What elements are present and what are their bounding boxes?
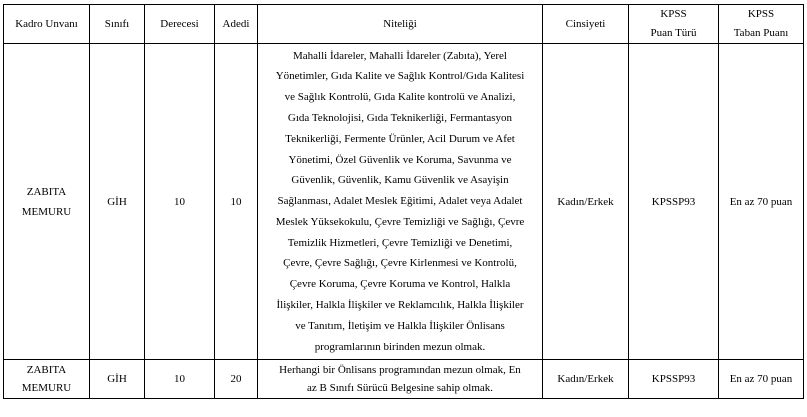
niteligi-line: Mahalli İdareler, Mahalli İdareler (Zabıta), Yerel bbox=[293, 49, 507, 62]
niteligi-line: Yönetimler, Gıda Kalite ve Sağlık Kontrol/Gıda Kalitesi bbox=[275, 70, 525, 83]
header-kpss-puan-turu-line2: Puan Türü bbox=[650, 27, 697, 39]
header-kpss-taban-puani-line2: Taban Puanı bbox=[733, 27, 789, 39]
header-adedi: Adedi bbox=[215, 5, 258, 44]
niteligi-line: az B Sınıfı Sürücü Belgesine sahip olmak. bbox=[306, 382, 494, 394]
cell-sinifi: GİH bbox=[90, 44, 145, 360]
header-sinifi: Sınıfı bbox=[90, 5, 145, 44]
niteligi-line: Sağlanması, Adalet Meslek Eğitimi, Adalet veya Adalet bbox=[277, 195, 523, 208]
niteligi-line: Çevre Koruma, Çevre Koruma ve Kontrol, Halkla bbox=[289, 278, 511, 291]
cell-cinsiyeti: Kadın/Erkek bbox=[543, 360, 629, 399]
cell-kpss-puan-turu: KPSSP93 bbox=[629, 360, 719, 399]
niteligi-line: Yönetimi, Özel Güvenlik ve Koruma, Savunma ve bbox=[288, 153, 512, 166]
table-row bbox=[4, 44, 804, 360]
niteligi-line: Teknikerliği, Fermente Ürünler, Acil Durum ve Afet bbox=[285, 132, 515, 145]
header-kpss-puan-turu-line1: KPSS bbox=[660, 8, 687, 20]
niteligi-line: Çevre, Çevre Sağlığı, Çevre Kirlenmesi ve Kontrolü, bbox=[283, 257, 517, 270]
niteligi-line: ve Sağlık Kontrolü, Gıda Kalite kontrolü ve Analizi, bbox=[284, 91, 516, 104]
cell-kpss-taban-puani: En az 70 puan bbox=[719, 360, 804, 399]
cell-adedi: 10 bbox=[215, 44, 258, 360]
cell-derecesi: 10 bbox=[145, 44, 215, 360]
kadro-unvani-line2: MEMURU bbox=[21, 382, 72, 394]
header-kadro-unvani: Kadro Unvanı bbox=[4, 5, 90, 44]
cell-cinsiyeti: Kadın/Erkek bbox=[543, 44, 629, 360]
header-row bbox=[4, 5, 804, 44]
niteligi-line: Gıda Teknolojisi, Gıda Teknikerliği, Fermantasyon bbox=[287, 111, 513, 124]
table-row bbox=[4, 360, 804, 399]
niteligi-line: Herhangi bir Önlisans programından mezun olmak, En bbox=[279, 364, 521, 376]
cell-adedi: 20 bbox=[215, 360, 258, 399]
header-kpss-puan-turu bbox=[629, 5, 719, 44]
cell-kpss-puan-turu: KPSSP93 bbox=[629, 44, 719, 360]
cell-kadro-unvani bbox=[4, 360, 90, 399]
header-niteligi: Niteliği bbox=[258, 5, 543, 44]
niteligi-line: Temizlik Hizmetleri, Çevre Temizliği ve Denetimi, bbox=[287, 236, 513, 249]
niteligi-line: Meslek Yüksekokulu, Çevre Temizliği ve Sağlığı, Çevre bbox=[275, 215, 525, 228]
kadro-table bbox=[3, 4, 804, 399]
cell-sinifi: GİH bbox=[90, 360, 145, 399]
kadro-unvani-line2: MEMURU bbox=[21, 205, 72, 218]
kadro-unvani-line1: ZABITA bbox=[26, 185, 67, 198]
niteligi-line: programlarının birinden mezun olmak. bbox=[314, 340, 486, 353]
header-kpss-taban-puani-line1: KPSS bbox=[747, 8, 775, 20]
cell-niteligi bbox=[258, 360, 543, 399]
cell-kadro-unvani bbox=[4, 44, 90, 360]
kadro-unvani-line1: ZABITA bbox=[26, 364, 67, 376]
header-derecesi: Derecesi bbox=[145, 5, 215, 44]
niteligi-line: İlişkiler, Halkla İlişkiler ve Reklamcılık, Halkla İlişkiler bbox=[276, 299, 524, 312]
header-cinsiyeti: Cinsiyeti bbox=[543, 5, 629, 44]
cell-kpss-taban-puani: En az 70 puan bbox=[719, 44, 804, 360]
niteligi-line: Güvenlik, Güvenlik, Kamu Güvenlik ve Asayişin bbox=[291, 174, 509, 187]
niteligi-line: ve Tanıtım, İletişim ve Halkla İlişkiler Önlisans bbox=[295, 319, 505, 332]
cell-derecesi: 10 bbox=[145, 360, 215, 399]
cell-niteligi bbox=[258, 44, 543, 360]
header-kpss-taban-puani bbox=[719, 5, 804, 44]
